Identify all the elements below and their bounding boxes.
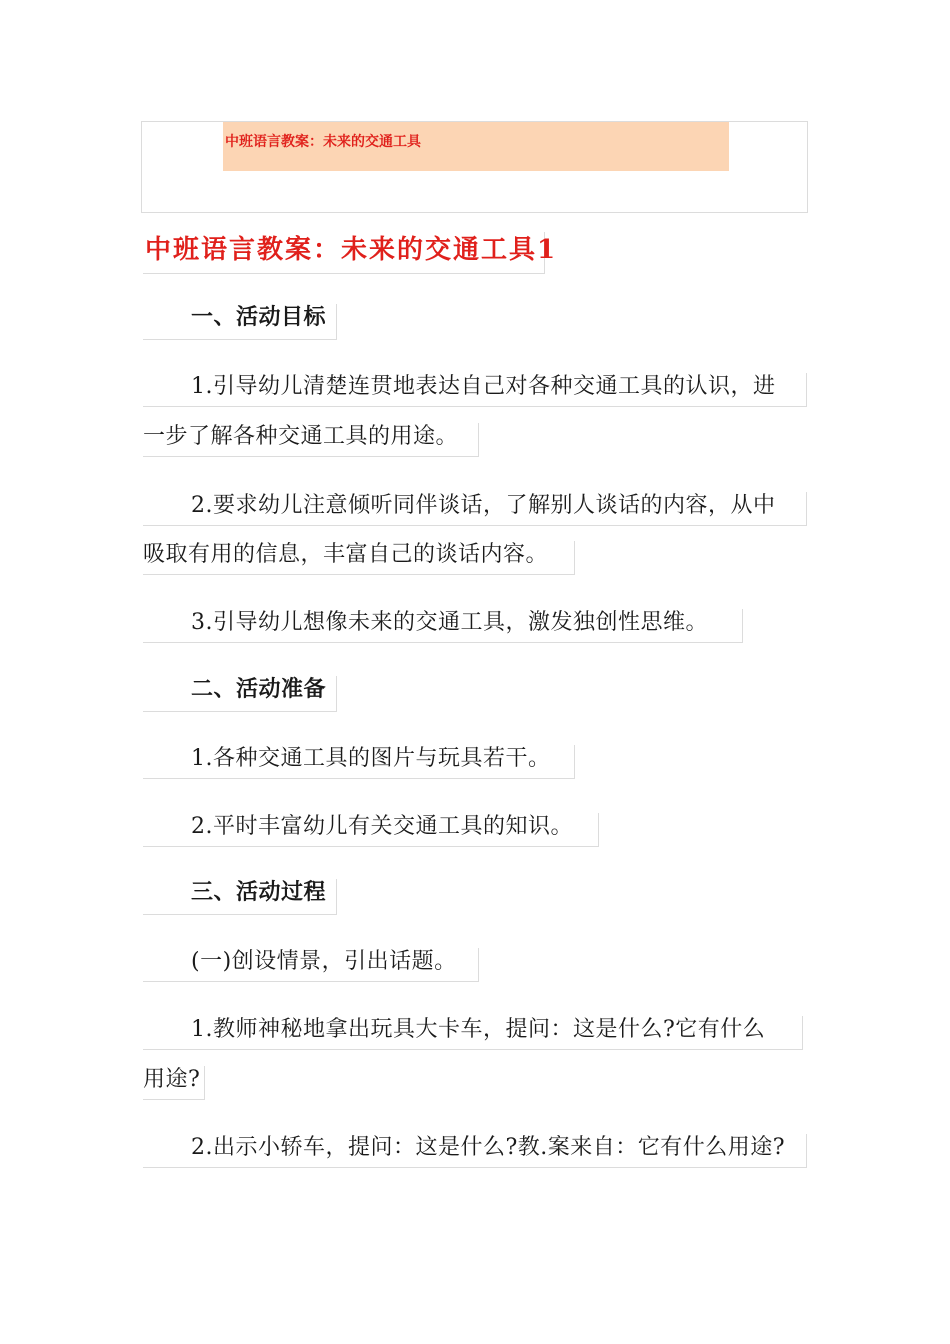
paragraph-line: 2.平时丰富幼儿有关交通工具的知识。 bbox=[143, 813, 599, 847]
section-heading-process: 三、活动过程 bbox=[143, 879, 337, 915]
paragraph-line: 一步了解各种交通工具的用途。 bbox=[143, 423, 479, 457]
section-heading-goals: 一、活动目标 bbox=[143, 304, 337, 340]
header-highlight-band bbox=[223, 122, 729, 171]
section-heading-preparation: 二、活动准备 bbox=[143, 676, 337, 712]
paragraph-line: 吸取有用的信息，丰富自己的谈话内容。 bbox=[143, 541, 575, 575]
paragraph-line: 用途? bbox=[143, 1066, 205, 1100]
paragraph-line: 1.引导幼儿清楚连贯地表达自己对各种交通工具的认识，进 bbox=[143, 373, 807, 407]
paragraph-line: (一)创设情景，引出话题。 bbox=[143, 948, 479, 982]
header-text: 中班语言教案：未来的交通工具 bbox=[225, 134, 421, 150]
running-header bbox=[141, 121, 808, 213]
paragraph-line: 3.引导幼儿想像未来的交通工具，激发独创性思维。 bbox=[143, 609, 743, 643]
paragraph-line: 1.教师神秘地拿出玩具大卡车，提问：这是什么?它有什么 bbox=[143, 1016, 803, 1050]
paragraph-line: 2.要求幼儿注意倾听同伴谈话，了解别人谈话的内容，从中 bbox=[143, 492, 807, 526]
paragraph-line: 1.各种交通工具的图片与玩具若干。 bbox=[143, 745, 575, 779]
paragraph-line: 2.出示小轿车，提问：这是什么?教.案来自：它有什么用途? bbox=[143, 1134, 807, 1168]
document-title: 中班语言教案：未来的交通工具1 bbox=[143, 232, 545, 274]
